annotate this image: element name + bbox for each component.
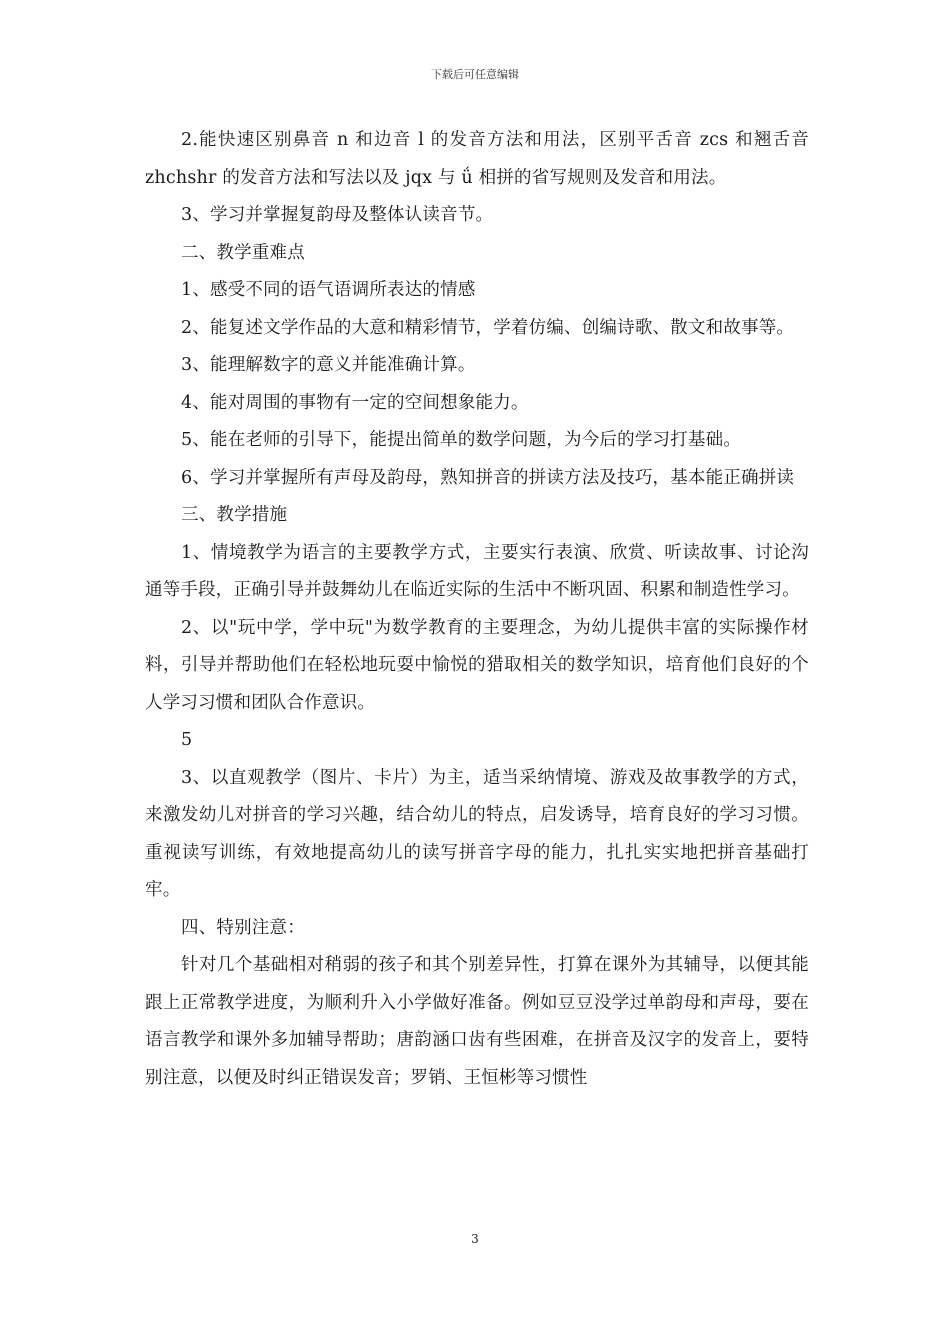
paragraph: 3、能理解数字的意义并能准确计算。	[181, 355, 476, 375]
paragraph: 1、情境教学为语言的主要教学方式，主要实行表演、欣赏、听读故事、讨论沟通等手段，正确引导并鼓舞幼儿在临近实际的生活中不断巩固、积累和制造性学习。	[145, 542, 809, 600]
paragraph: 针对几个基础相对稍弱的孩子和其个别差异性，打算在课外为其辅导，以便其能跟上正常教学进度，为顺利升入小学做好准备。例如豆豆没学过单韵母和声母，要在语言教学和课外多加辅导帮助；唐韵涵口齿有些困难，在拼音及汉字的发音上，要特别注意，以便及时纠正错误发音；罗销、王恒彬等习惯性	[145, 955, 809, 1088]
paragraph: 2、能复述文学作品的大意和精彩情节，学着仿编、创编诗歌、散文和故事等。	[181, 317, 795, 338]
section-heading: 四、特别注意：	[181, 917, 305, 938]
paragraph: 3、学习并掌握复韵母及整体认读音节。	[181, 205, 494, 225]
section-heading: 二、教学重难点	[181, 242, 305, 263]
paragraph: 5、能在老师的引导下，能提出简单的数学问题，为今后的学习打基础。	[181, 430, 742, 450]
page-header-note: 下载后可任意编辑	[431, 68, 519, 81]
document-body	[145, 122, 809, 1097]
paragraph: 1、感受不同的语气语调所表达的情感	[181, 280, 476, 300]
page-number: 3	[471, 1232, 479, 1246]
paragraph: 5	[181, 730, 193, 750]
paragraph: 6、学习并掌握所有声母及韵母，熟知拼音的拼读方法及技巧，基本能正确拼读	[181, 467, 795, 488]
paragraph: 3、以直观教学（图片、卡片）为主，适当采纳情境、游戏及故事教学的方式，来激发幼儿对拼音的学习兴趣，结合幼儿的特点，启发诱导，培育良好的学习习惯。重视读写训练，有效地提高幼儿的读写拼音字母的能力，扎扎实实地把拼音基础打牢。	[145, 767, 809, 900]
paragraph: 2.能快速区别鼻音 n 和边音 l 的发音方法和用法，区别平舌音 zcs 和翘舌音 zhchshr 的发音方法和写法以及 jqx 与 ǘ 相拼的省写规则及发音和用法。	[145, 130, 809, 188]
paragraph: 4、能对周围的事物有一定的空间想象能力。	[181, 392, 529, 413]
paragraph: 2、以"玩中学，学中玩"为数学教育的主要理念，为幼儿提供丰富的实际操作材料，引导并帮助他们在轻松地玩耍中愉悦的猎取相关的数学知识，培育他们良好的个人学习习惯和团队合作意识。	[145, 617, 809, 713]
section-heading: 三、教学措施	[181, 505, 288, 525]
